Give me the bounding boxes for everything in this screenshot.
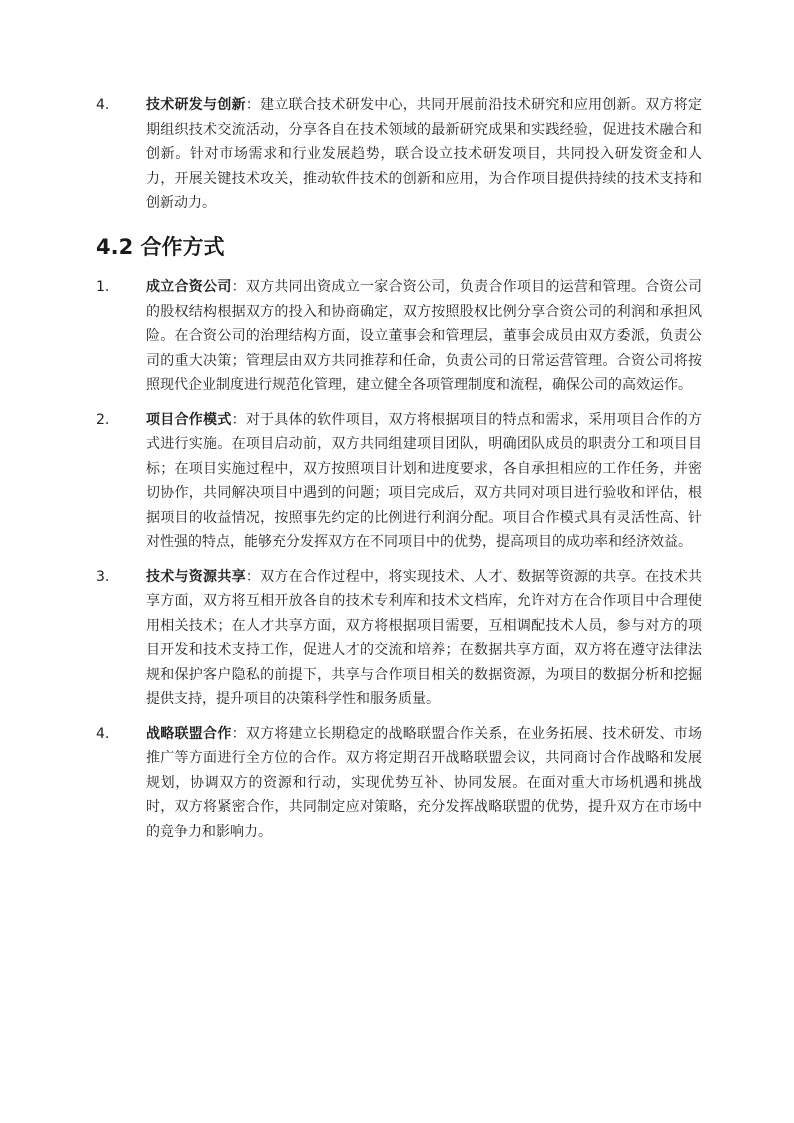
list-item-number: 4. xyxy=(96,97,110,113)
list-item-term: 成立合资公司 xyxy=(146,279,232,295)
list-item-term: 项目合作模式 xyxy=(146,411,232,428)
list-item xyxy=(96,408,702,555)
list-item-term: 技术研发与创新 xyxy=(146,97,246,113)
list-item-number: 2. xyxy=(96,411,110,428)
list-item-number: 4. xyxy=(96,725,110,742)
list-item-term: 技术与资源共享 xyxy=(146,568,246,585)
list-item xyxy=(96,722,702,845)
list-item-number: 3. xyxy=(96,568,110,585)
top-ordered-list xyxy=(96,93,702,226)
list-item xyxy=(96,565,702,712)
list-item-text: ：建立联合技术研发中心，共同开展前沿技术研究和应用创新。双方将定期组织技术交流活动，分享各自在技术领域的最新研究成果和实践经验，促进技术融合和创新。针对市场需求和行业发展趋势，联合设立技术研发项目，共同投入研发资金和人力，开展关键技术攻关，推动软件技术的创新和应用，为合作项目提供持续的技术支持和创新动力。 xyxy=(146,97,702,211)
section-heading: 4.2 合作方式 xyxy=(96,235,225,259)
list-item-term: 战略联盟合作 xyxy=(146,725,232,742)
list-item xyxy=(96,93,702,216)
list-item-number: 1. xyxy=(96,279,110,295)
list-item-text: ：双方将建立长期稳定的战略联盟合作关系，在业务拓展、技术研发、市场推广等方面进行全方位的合作。双方将定期召开战略联盟会议，共同商讨合作战略和发展规划，协调双方的资源和行动，实现优势互补、协同发展。在面对重大市场机遇和挑战时，双方将紧密合作，共同制定应对策略，充分发挥战略联盟的优势，提升双方在市场中的竞争力和影响力。 xyxy=(146,725,703,840)
list-item-text: ：双方共同出资成立一家合资公司，负责合作项目的运营和管理。合资公司的股权结构根据双方的投入和协商确定，双方按照股权比例分享合资公司的利润和承担风险。在合资公司的治理结构方面，设立董事会和管理层，董事会成员由双方委派，负责公司的重大决策；管理层由双方共同推荐和任命，负责公司的日常运营管理。合资公司将按照现代企业制度进行规范化管理，建立健全各项管理制度和流程，确保公司的高效运作。 xyxy=(146,279,703,393)
list-item xyxy=(96,275,702,398)
main-ordered-list xyxy=(96,275,702,854)
list-item-text: ：对于具体的软件项目，双方将根据项目的特点和需求，采用项目合作的方式进行实施。在项目启动前，双方共同组建项目团队，明确团队成员的职责分工和项目目标；在项目实施过程中，双方按照项目计划和进度要求，各自承担相应的工作任务，并密切协作，共同解决项目中遇到的问题；项目完成后，双方共同对项目进行验收和评估，根据项目的收益情况，按照事先约定的比例进行利润分配。项目合作模式具有灵活性高、针对性强的特点，能够充分发挥双方在不同项目中的优势，提高项目的成功率和经济效益。 xyxy=(146,411,703,550)
list-item-text: ：双方在合作过程中，将实现技术、人才、数据等资源的共享。在技术共享方面，双方将互相开放各自的技术专利库和技术文档库，允许对方在合作项目中合理使用相关技术；在人才共享方面，双方将根据项目需要，互相调配技术人员，参与对方的项目开发和技术支持工作，促进人才的交流和培养；在数据共享方面，双方将在遵守法律法规和保护客户隐私的前提下，共享与合作项目相关的数据资源，为项目的数据分析和挖掘提供支持，提升项目的决策科学性和服务质量。 xyxy=(146,568,702,707)
